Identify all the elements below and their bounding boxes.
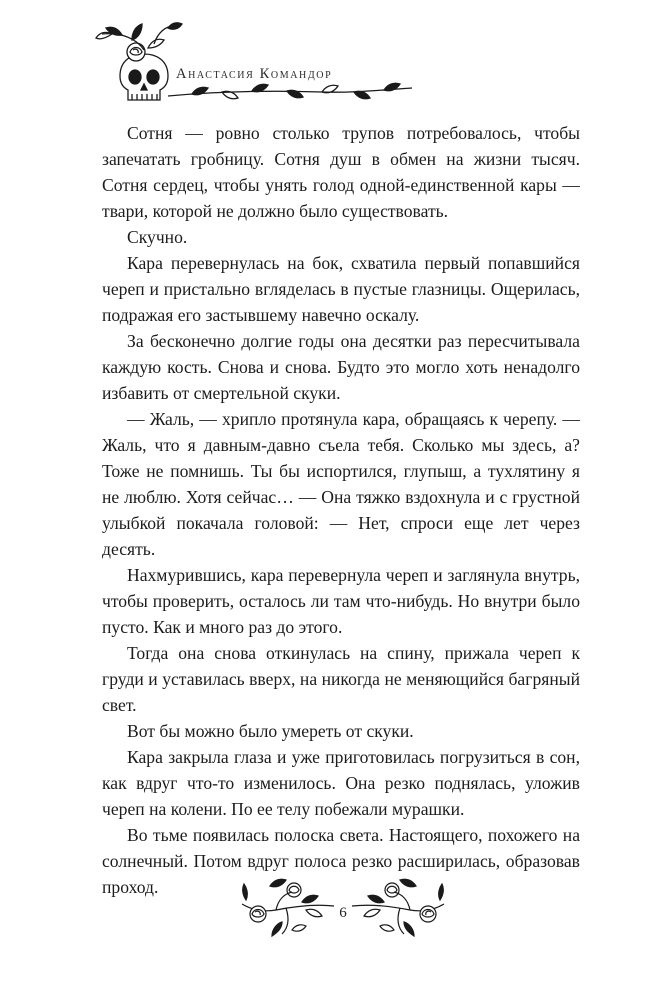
rose-branch-icon	[350, 870, 450, 940]
paragraph: — Жаль, — хрипло протянула кара, обращаясь к черепу. — Жаль, что я давным-давно съела тебя. Сколько мы здесь, а? Тоже не помнишь. Ты бы испортился, глупыш, а тухлятину я не люблю. Хотя сейчас… — Она тяжко вздохнула и с грустной улыбкой покачала головой: — Нет, спроси еще лет через десять.	[102, 409, 580, 559]
paragraph: Нахмурившись, кара перевернула череп и заглянула внутрь, чтобы проверить, осталось ли там что-нибудь. Но внутри было пусто. Как и много раз до этого.	[102, 565, 580, 637]
paragraph: Тогда она снова откинулась на спину, прижала череп к груди и уставилась вверх, на никогда не меняющийся багряный свет.	[102, 643, 580, 715]
paragraph: Кара закрыла глаза и уже приготовилась погрузиться в сон, как вдруг что-то изменилось. Она резко поднялась, уложив череп на колени. По ее телу побежали мурашки.	[102, 747, 580, 819]
body-text	[102, 120, 580, 900]
paragraph: Скучно.	[127, 227, 188, 247]
paragraph: Во тьме появилась полоска света. Настоящего, похожего на солнечный. Потом вдруг полоса резко расширилась, образовав проход.	[102, 825, 580, 897]
paragraph: Кара перевернулась на бок, схватила первый попавшийся череп и пристально вгляделась в пустые глазницы. Ощерилась, подражая его застывшему навечно оскалу.	[102, 253, 580, 325]
page-number: 6	[339, 905, 347, 921]
paragraph: Вот бы можно было умереть от скуки.	[127, 721, 414, 741]
paragraph: Сотня — ровно столько трупов потребовалось, чтобы запечатать гробницу. Сотня душ в обмен на жизни тысяч. Сотня сердец, чтобы унять голод одной-единственной кары — твари, которой не должно было существовать.	[102, 123, 580, 221]
rose-branch-icon	[236, 870, 336, 940]
footer	[0, 870, 667, 950]
author-name: Анастасия Командор	[176, 66, 333, 82]
paragraph: За бесконечно долгие годы она десятки раз пересчитывала каждую кость. Снова и снова. Будто это могло хоть ненадолго избавить от смертельной скуки.	[102, 331, 580, 403]
skull-roses-icon	[92, 14, 422, 114]
